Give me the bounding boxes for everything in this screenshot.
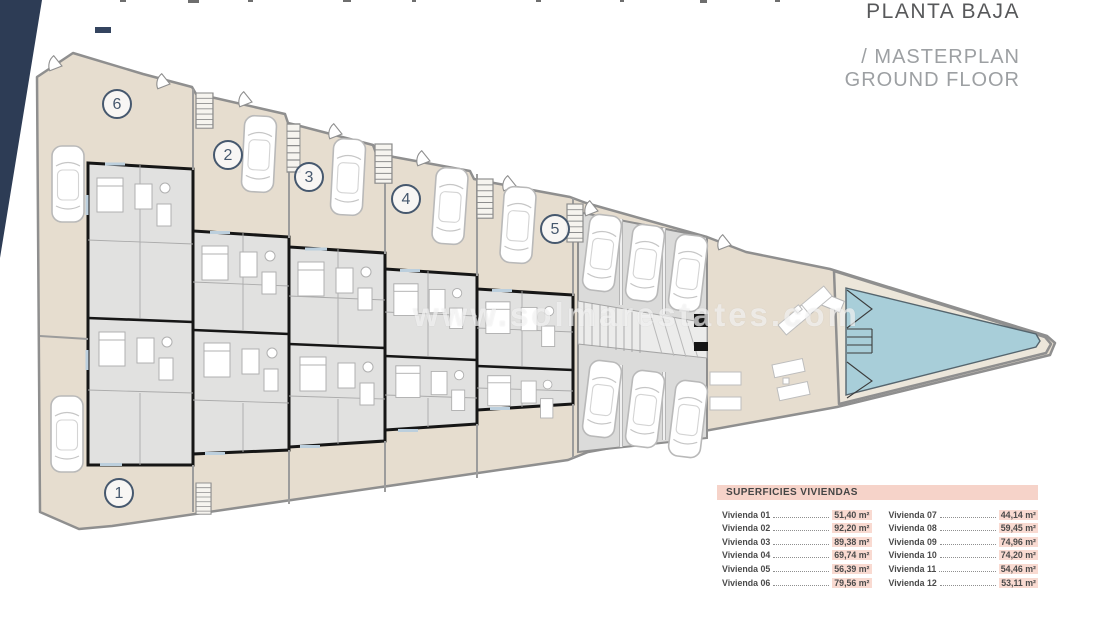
leader-dots [940,557,996,558]
table-row [722,547,872,561]
subtitle-line-2: GROUND FLOOR [844,69,1020,91]
areas-table-title: SUPERFICIES VIVIENDAS [717,485,1038,500]
table-row [722,520,872,534]
table-row [889,506,1039,520]
leader-dots [940,530,996,531]
row-value: 74,96 m² [1000,536,1036,547]
leader-dots [939,571,996,572]
areas-table [717,485,1038,588]
car-icon [241,115,277,193]
row-value: 54,46 m² [1000,563,1036,574]
row-label: Vivienda 07 [888,509,937,520]
leader-dots [773,557,829,558]
car-icon [52,146,84,222]
row-value: 92,20 m² [834,523,870,534]
row-value: 56,39 m² [834,563,870,574]
areas-table-col-1 [722,506,872,588]
row-label: Vivienda 12 [888,577,937,588]
corner-navy-triangle [0,0,42,258]
row-label: Vivienda 03 [722,536,771,547]
table-row [722,533,872,547]
car-icon [499,186,536,264]
row-label: Vivienda 09 [888,536,937,547]
row-label: Vivienda 06 [722,577,771,588]
unit-marker-6: 6 [102,89,132,119]
car-icon [330,138,366,216]
row-value: 69,74 m² [834,550,870,561]
unit-marker-4: 4 [391,184,421,214]
title-block [845,1,1020,92]
row-label: Vivienda 01 [722,509,771,520]
row-value: 79,56 m² [834,577,870,588]
leader-dots [773,544,829,545]
cropped-text-fragments [120,0,780,3]
leader-dots [773,530,829,531]
unit-marker-1: 1 [104,478,134,508]
subtitle-line-1: / MASTERPLAN [861,46,1020,68]
row-value: 44,14 m² [1000,509,1036,520]
table-row [889,574,1039,588]
areas-table-columns [717,506,1038,588]
leader-dots [773,571,829,572]
row-label: Vivienda 04 [722,550,771,561]
table-row [889,547,1039,561]
leader-dots [773,585,829,586]
row-value: 51,40 m² [834,509,870,520]
row-label: Vivienda 10 [888,550,937,561]
watermark: www.solmarestates.com [413,296,860,333]
row-value: 53,11 m² [1001,577,1036,588]
unit-marker-5: 5 [540,214,570,244]
row-label: Vivienda 08 [888,523,937,534]
row-value: 59,45 m² [1000,523,1036,534]
row-label: Vivienda 02 [722,523,771,534]
table-row [722,560,872,574]
row-value: 74,20 m² [1000,550,1036,561]
logo-dash [95,27,111,33]
row-value: 89,38 m² [834,536,870,547]
leader-dots [940,585,997,586]
leader-dots [773,517,829,518]
leader-dots [940,544,996,545]
car-icon [51,396,83,472]
row-label: Vivienda 11 [888,563,937,574]
car-icon [431,167,468,245]
table-row [889,533,1039,547]
unit-marker-3: 3 [294,162,324,192]
table-row [722,506,872,520]
leader-dots [940,517,996,518]
table-row [889,520,1039,534]
areas-table-col-2 [889,506,1039,588]
unit-marker-2: 2 [213,140,243,170]
table-row [722,574,872,588]
page-subtitle [845,46,1020,92]
row-label: Vivienda 05 [722,563,771,574]
table-row [889,560,1039,574]
page-title: PLANTA BAJA [866,0,1020,23]
